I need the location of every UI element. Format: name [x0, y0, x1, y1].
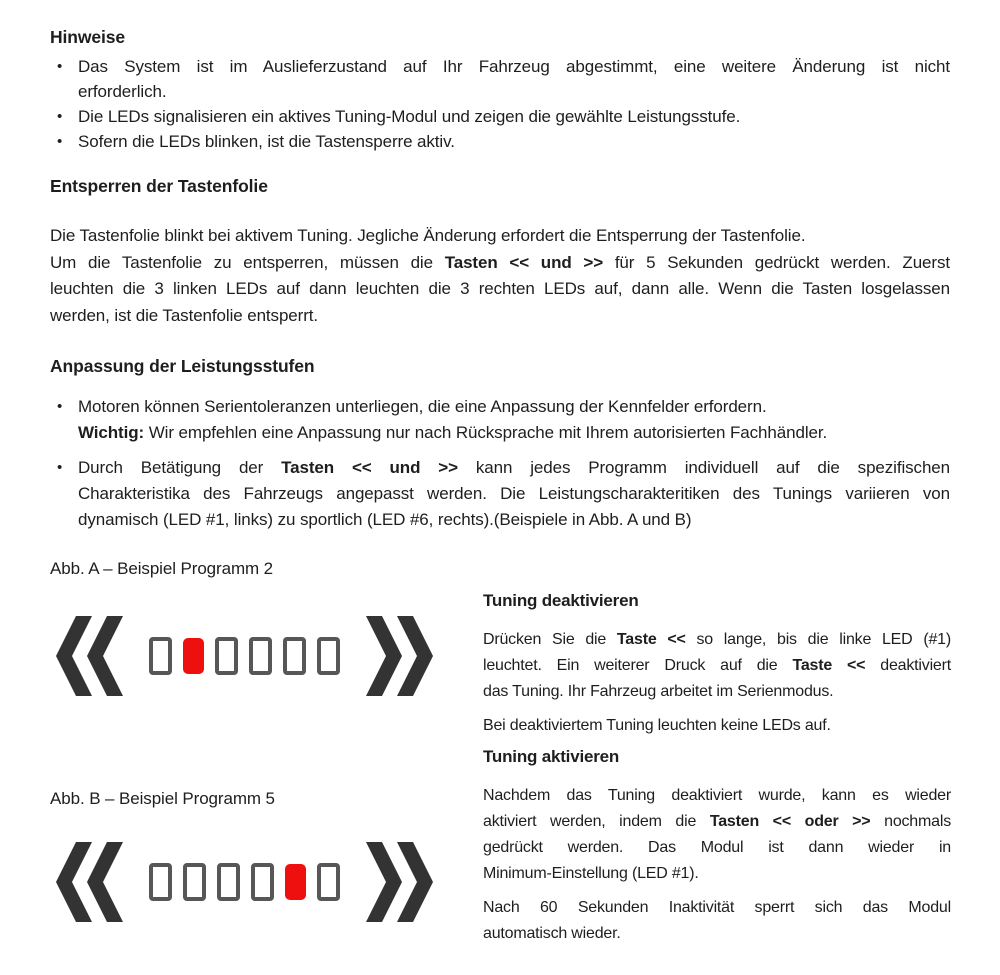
text-line: Nach 60 Sekunden Inaktivität sperrt sich das Modul — [483, 899, 951, 916]
led-display-b — [149, 863, 340, 901]
led-4 — [249, 637, 272, 675]
led-5 — [283, 637, 306, 675]
text-line: Durch Betätigung der Tasten << und >> kann jedes Programm individuell auf die spezifischen — [78, 458, 951, 477]
double-chevron-right-icon — [363, 616, 433, 696]
text-line: Nachdem das Tuning deaktiviert wurde, kann es wieder — [483, 787, 951, 804]
text-line: Bei deaktiviertem Tuning leuchten keine LEDs auf. — [483, 717, 831, 734]
text-line: erforderlich. — [78, 82, 167, 101]
led-3 — [215, 637, 238, 675]
led-1 — [149, 637, 172, 675]
section-title-entsperren: Entsperren der Tastenfolie — [50, 176, 268, 196]
bullet-item — [50, 129, 950, 154]
led-6 — [317, 637, 340, 675]
heading-tuning-aktivieren: Tuning aktivieren — [483, 747, 620, 766]
section-entsperren — [50, 176, 950, 329]
bullet-item — [50, 104, 950, 129]
led-6 — [317, 863, 340, 901]
figure-a-caption: Abb. A – Beispiel Programm 2 — [50, 559, 274, 578]
activate-paragraph-1 — [483, 783, 951, 887]
text-line: Charakteristika des Fahrzeugs angepasst werden. Die Leistungscharakteritiken des Tunings variieren von — [78, 484, 950, 503]
bullet-marker: • — [57, 459, 63, 476]
text-line: Minimum-Einstellung (LED #1). — [483, 865, 699, 882]
bullet-marker: • — [57, 398, 63, 415]
figure-a-led-panel — [56, 616, 433, 696]
text-line: Drücken Sie die Taste << so lange, bis die linke LED (#1) — [483, 631, 951, 648]
text-line: Um die Tastenfolie zu entsperren, müssen die Tasten << und >> für 5 Sekunden gedrückt werden. Zuerst — [50, 252, 950, 272]
double-chevron-left-icon — [56, 842, 126, 922]
led-2 — [183, 863, 206, 901]
bullet-item — [50, 394, 950, 446]
led-1 — [149, 863, 172, 901]
hinweise-bullet-list — [50, 54, 950, 154]
led-4 — [251, 863, 274, 901]
text-line: werden, ist die Tastenfolie entsperrt. — [50, 305, 319, 325]
bullet-text — [78, 129, 950, 154]
deactivate-paragraph-1 — [483, 627, 951, 705]
text-line: leuchten die 3 linken LEDs auf dann leuchten die 3 rechten LEDs auf, dann alle. Wenn die Tasten losgelassen — [50, 279, 950, 299]
bullet-marker: • — [57, 133, 63, 150]
text-line: automatisch wieder. — [483, 925, 621, 942]
text-line: das Tuning. Ihr Fahrzeug arbeitet im Serienmodus. — [483, 683, 834, 700]
text-line: dynamisch (LED #1, links) zu sportlich (LED #6, rechts).(Beispiele in Abb. A und B) — [78, 510, 692, 529]
figure-b-led-panel — [56, 842, 433, 922]
deactivate-paragraph-2 — [483, 713, 951, 739]
text-line: Wichtig: Wir empfehlen eine Anpassung nur nach Rücksprache mit Ihrem autorisierten Fachhändler. — [78, 423, 828, 442]
text-line: Motoren können Serientoleranzen unterliegen, die eine Anpassung der Kennfelder erfordern. — [78, 397, 767, 416]
figure-b-caption: Abb. B – Beispiel Programm 5 — [50, 789, 275, 808]
section-title-hinweise: Hinweise — [50, 27, 126, 47]
bullet-item — [50, 455, 950, 533]
bullet-text — [78, 394, 950, 446]
double-chevron-left-icon — [56, 616, 126, 696]
led-5-active — [285, 864, 306, 900]
text-line: aktiviert werden, indem die Tasten << oder >> nochmals — [483, 813, 951, 830]
bullet-marker: • — [57, 58, 63, 75]
text-line: Sofern die LEDs blinken, ist die Tastensperre aktiv. — [78, 132, 455, 151]
activate-paragraph-2 — [483, 895, 951, 947]
double-chevron-right-icon — [363, 842, 433, 922]
anpassung-bullet-list — [50, 394, 950, 533]
right-column — [483, 591, 951, 947]
text-line: Die LEDs signalisieren ein aktives Tuning-Modul und zeigen die gewählte Leistungsstufe. — [78, 107, 741, 126]
text-line: leuchtet. Ein weiterer Druck auf die Taste << deaktiviert — [483, 657, 951, 674]
led-display-a — [149, 637, 340, 675]
led-3 — [217, 863, 240, 901]
text-line: Die Tastenfolie blinkt bei aktivem Tuning. Jegliche Änderung erfordert die Entsperrung der Tastenfolie. — [50, 226, 806, 245]
text-line: Das System ist im Auslieferzustand auf Ihr Fahrzeug abgestimmt, eine weitere Änderung ist nicht — [78, 57, 950, 76]
bullet-text — [78, 455, 950, 533]
section-hinweise — [50, 27, 950, 154]
bullet-text — [78, 104, 950, 129]
section-anpassung — [50, 356, 950, 533]
heading-tuning-deaktivieren: Tuning deaktivieren — [483, 591, 639, 610]
led-2-active — [183, 638, 204, 674]
bullet-text — [78, 54, 950, 104]
section-title-anpassung: Anpassung der Leistungsstufen — [50, 356, 315, 376]
text-line: gedrückt werden. Das Modul ist dann wieder in — [483, 839, 951, 856]
bullet-item — [50, 54, 950, 104]
entsperren-paragraph — [50, 223, 950, 329]
bullet-marker: • — [57, 108, 63, 125]
